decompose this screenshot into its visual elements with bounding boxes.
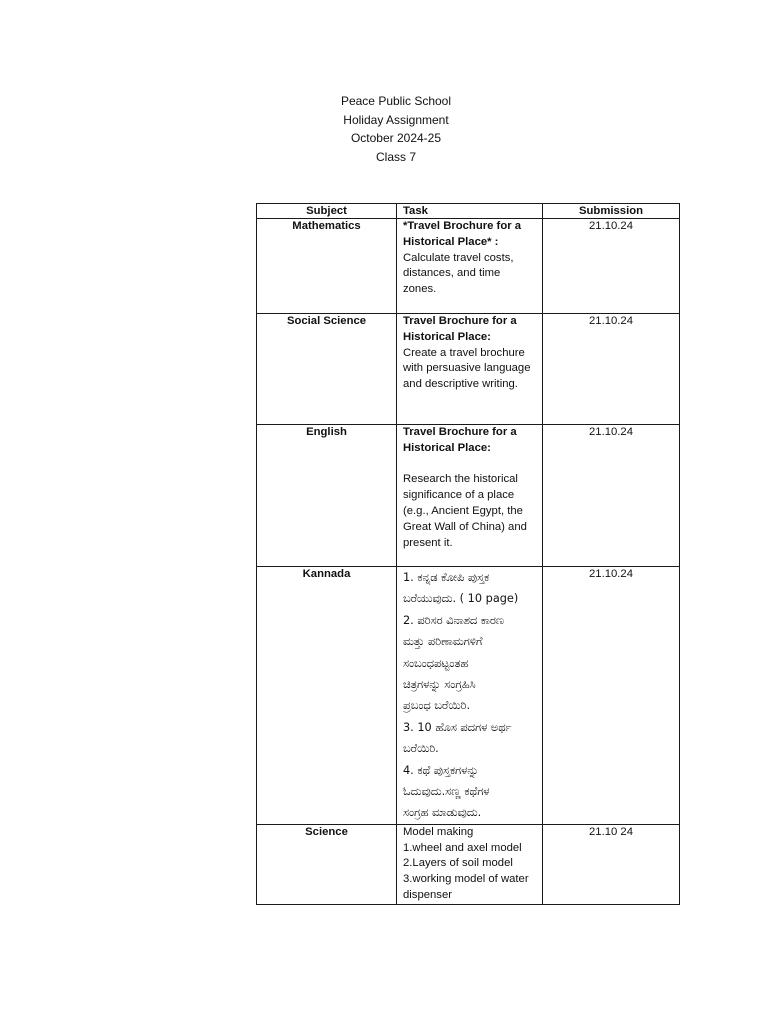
submission-date: 21.10.24: [543, 567, 680, 825]
table-row-science: [257, 824, 680, 904]
table-row-english: [257, 425, 680, 567]
table-row-mathematics: [257, 219, 680, 314]
subject-cell: Social Science: [257, 314, 397, 425]
task-line: ಚಿತ್ರಗಳನ್ನು ಸಂಗ್ರಹಿಸಿ: [403, 678, 476, 692]
task-line: ಸಂಗ್ರಹ ಮಾಡುವುದು.: [403, 806, 482, 820]
subject-cell: English: [257, 425, 397, 567]
school-name: Peace Public School: [340, 94, 452, 108]
task-cell: [397, 567, 543, 825]
assignment-period: October 2024-25: [350, 131, 442, 145]
task-title: Travel Brochure for a Historical Place:: [403, 315, 517, 343]
task-line: 3. 10 ಹೊಸ ಪದಗಳ ಅರ್ಥ: [403, 720, 512, 734]
column-header-task: Task: [397, 204, 543, 219]
task-line: ಸಂಬಂಧಪಟ್ಟಂತಹ: [403, 656, 469, 670]
task-cell: [397, 824, 543, 904]
task-line: 2. ಪರಿಸರ ವಿನಾಶದ ಕಾರಣ: [403, 613, 504, 627]
task-line: 2.Layers of soil model: [403, 857, 513, 870]
task-line: Model making: [403, 825, 474, 838]
class-label: Class 7: [375, 149, 416, 164]
task-description: Research the historical significance of a place (e.g., Ancient Egypt, the Great Wall of China) and present it.: [403, 473, 527, 549]
subject-cell: Science: [257, 824, 397, 904]
assignment-title: Holiday Assignment: [343, 112, 449, 127]
blank-line: [403, 457, 536, 473]
task-line: 3.working model of water dispenser: [403, 873, 529, 902]
submission-date: 21.10.24: [543, 314, 680, 425]
task-description: Calculate travel costs, distances, and time zones.: [403, 251, 514, 296]
task-title: Travel Brochure for a Historical Place:: [403, 426, 517, 454]
subject-cell: Mathematics: [257, 219, 397, 314]
task-cell: [397, 425, 543, 567]
column-header-submission: Submission: [543, 204, 680, 219]
table-row-social-science: [257, 314, 680, 425]
task-description: Create a travel brochure with persuasive language and descriptive writing.: [403, 346, 531, 391]
assignment-table: [256, 203, 680, 905]
task-line: 4. ಕಥೆ ಪುಸ್ತಕಗಳನ್ನು: [403, 763, 479, 777]
submission-date: 21.10 24: [543, 824, 680, 904]
task-line: 1.wheel and axel model: [403, 841, 522, 854]
task-line: ಓದುವುದು.ಸಣ್ಣ ಕಥೆಗಳ: [403, 785, 490, 799]
task-line: ಪ್ರಬಂಧ ಬರೆಯಿರಿ.: [403, 699, 471, 713]
submission-date: 21.10.24: [543, 425, 680, 567]
table-header-row: [257, 204, 680, 219]
table-row-kannada: [257, 567, 680, 825]
task-title: *Travel Brochure for a Historical Place* :: [403, 220, 522, 248]
task-line: 1. ಕನ್ನಡ ಕೋಪಿ ಪುಸ್ತಕ: [403, 571, 490, 584]
task-cell: [397, 314, 543, 425]
task-line: ಬರೆಯಿರಿ.: [403, 742, 439, 756]
document-header: [256, 92, 536, 166]
submission-date: 21.10.24: [543, 219, 680, 314]
subject-cell: Kannada: [257, 567, 397, 825]
task-line: ಬರೆಯುವುದು. ( 10 page): [403, 592, 519, 606]
task-line: ಮತ್ತು ಪರಿಣಾಮಗಳಿಗೆ: [403, 635, 483, 649]
column-header-subject: Subject: [257, 204, 397, 219]
task-cell: [397, 219, 543, 314]
